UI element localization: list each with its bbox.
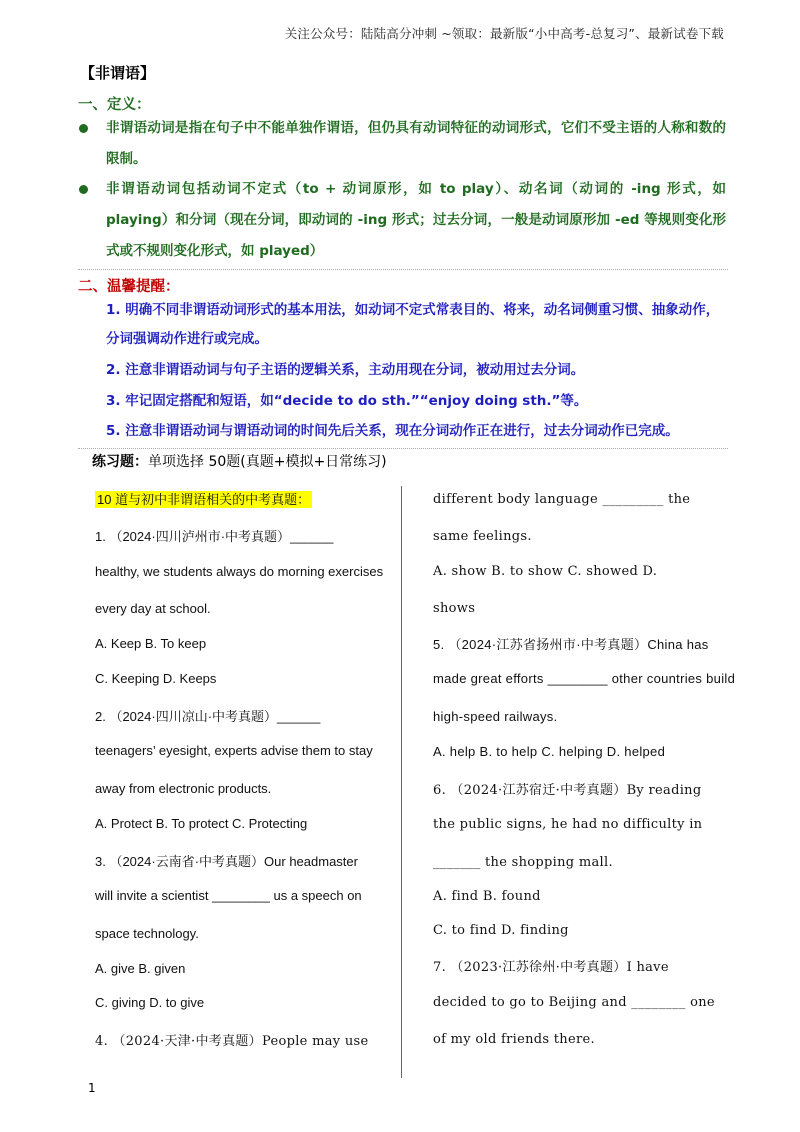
divider (78, 269, 728, 270)
answer-options: C. to find D. finding (433, 923, 569, 938)
question-line: 5. （2024·江苏省扬州市·中考真题）China has (433, 637, 709, 652)
question-line: teenagers’ eyesight, experts advise them to stay (95, 743, 373, 758)
tip-2: 2. 注意非谓语动词与句子主语的逻辑关系，主动用现在分词，被动用过去分词。 (106, 362, 585, 378)
question-line: away from electronic products. (95, 781, 272, 796)
question-line: 4. （2024·天津·中考真题）People may use (95, 1034, 369, 1049)
question-line: same feelings. (433, 529, 532, 544)
answer-options: C. Keeping D. Keeps (95, 671, 217, 686)
page-title: 【非谓语】 (80, 64, 156, 82)
divider (78, 448, 728, 449)
answer-options: A. give B. given (95, 961, 186, 976)
answer-options: shows (433, 601, 476, 616)
question-line: made great efforts ________ other countries build (433, 671, 736, 686)
question-line: will invite a scientist ________ us a speech on (95, 888, 362, 903)
column-divider (401, 486, 402, 1078)
practice-heading (92, 451, 387, 471)
answer-options: A. show B. to show C. showed D. (433, 564, 658, 579)
section-label: 10 道与初中非谓语相关的中考真题： (97, 492, 311, 507)
page-header: 关注公众号：陆陆高分冲刺 ~领取：最新版“小中高考-总复习”、最新试卷下载 (284, 26, 724, 41)
question-line: healthy, we students always do morning exercises (95, 564, 384, 579)
bullet-icon (79, 124, 88, 133)
question-line: every day at school. (95, 601, 211, 616)
answer-options: A. Keep B. To keep (95, 636, 207, 651)
practice-label: 练习题： (92, 454, 148, 470)
answer-options: A. Protect B. To protect C. Protecting (95, 816, 308, 831)
bullet-icon (79, 185, 88, 194)
question-line: 7. （2023·江苏徐州·中考真题）I have (433, 960, 669, 975)
question-line: the public signs, he had no difficulty in (433, 817, 703, 832)
question-line: 3. （2024·云南省·中考真题）Our headmaster (95, 854, 358, 869)
question-line: 1. （2024·四川泸州市·中考真题）______ (95, 529, 334, 544)
answer-options: A. help B. to help C. helping D. helped (433, 744, 666, 759)
answer-options: C. giving D. to give (95, 995, 205, 1010)
tip-3: 3. 牢记固定搭配和短语，如“decide to do sth.”“enjoy doing sth.”等。 (106, 393, 588, 409)
question-line: different body language _________ the (433, 492, 691, 507)
definition-heading: 一、定义： (78, 97, 151, 113)
question-line: high-speed railways. (433, 709, 558, 724)
tips-heading: 二、温馨提醒： (78, 279, 180, 295)
question-line: 2. （2024·四川凉山·中考真题）______ (95, 709, 321, 724)
answer-options: A. find B. found (433, 889, 541, 904)
question-line: decided to go to Beijing and ________ one (433, 995, 715, 1010)
page-number: 1 (88, 1081, 96, 1095)
question-line: 6. （2024·江苏宿迁·中考真题）By reading (433, 783, 702, 798)
tip-4: 5. 注意非谓语动词与谓语动词的时间先后关系，现在分词动作正在进行，过去分词动作已完成。 (106, 423, 679, 439)
definition-bullet-2: 非谓语动词包括动词不定式（to + 动词原形，如 to play）、动名词（动词的 -ing 形式，如 playing）和分词（现在分词，即动词的 -ing 形式；过去分词，一般是动词原形加 -ed 等规则变化形式或不规则变化形式，如 played） (106, 181, 726, 259)
tip-1: 1. 明确不同非谓语动词形式的基本用法，如动词不定式常表目的、将来，动名词侧重习惯、抽象动作，分词强调动作进行或完成。 (106, 302, 720, 347)
practice-desc: 单项选择 50题(真题+模拟+日常练习) (148, 454, 387, 470)
definition-bullet-1: 非谓语动词是指在句子中不能单独作谓语，但仍具有动词特征的动词形式，它们不受主语的人称和数的限制。 (106, 120, 726, 167)
question-line: of my old friends there. (433, 1032, 595, 1047)
question-line: _______ the shopping mall. (433, 855, 613, 870)
question-line: space technology. (95, 926, 199, 941)
